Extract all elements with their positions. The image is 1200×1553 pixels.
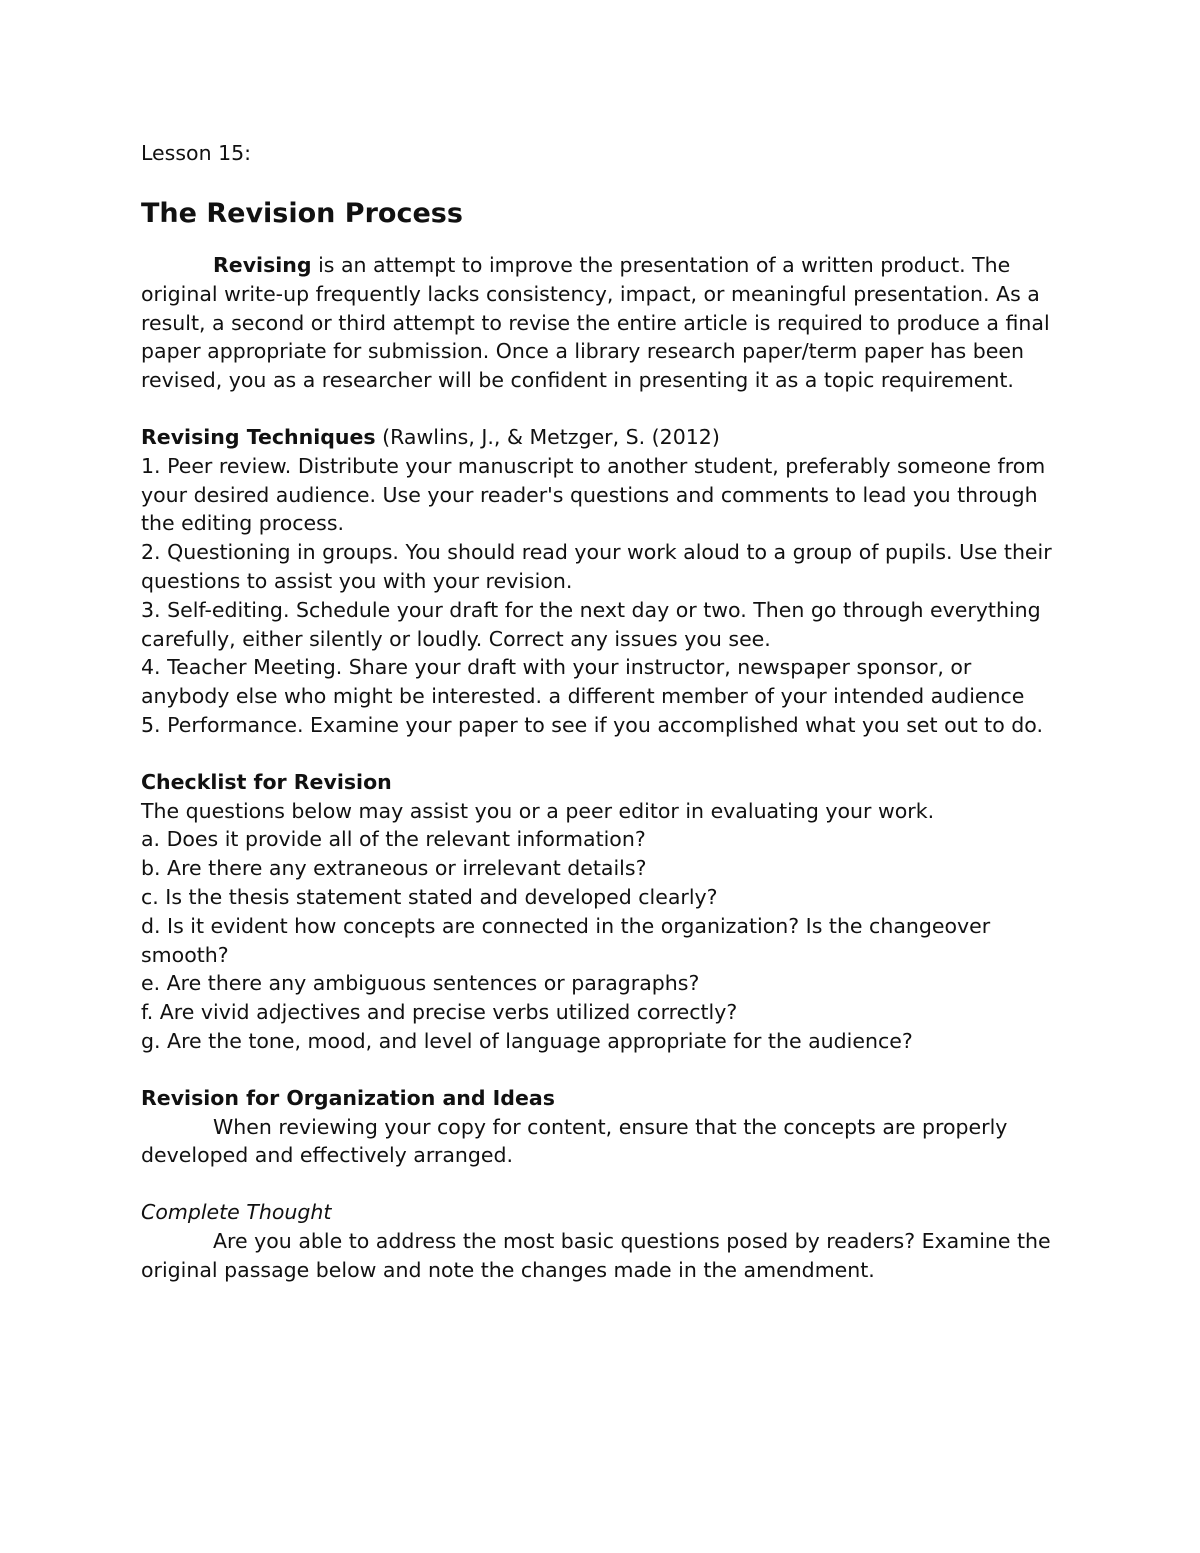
complete-thought-heading: Complete Thought: [141, 1200, 332, 1225]
organization-section: [141, 1084, 1061, 1170]
list-item: 1. Peer review. Distribute your manuscript to another student, preferably someone from your desired audience. Use your reader's questions and comments to lead you through the editing process.: [141, 453, 1046, 536]
lesson-label: Lesson 15:: [141, 141, 252, 165]
intro-term: Revising: [213, 253, 312, 277]
intro-text: is an attempt to improve the presentation of a written product. The original write-up frequently lacks consistency, impact, or meaningful presentation. As a result, a second or third attempt to revise the entire article is required to produce a final paper appropriate for submission. Once a library research paper/term paper has been revised, you as a researcher will be confident in presenting it as a topic requirement.: [141, 253, 1050, 393]
techniques-list: [141, 452, 1061, 740]
list-item: 3. Self-editing. Schedule your draft for the next day or two. Then go through everything carefully, either silently or loudly. Correct any issues you see.: [141, 597, 1041, 651]
list-item: a. Does it provide all of the relevant information?: [141, 827, 646, 852]
organization-heading: Revision for Organization and Ideas: [141, 1085, 555, 1110]
page-title: The Revision Process: [141, 198, 463, 229]
list-item: g. Are the tone, mood, and level of language appropriate for the audience?: [141, 1028, 913, 1053]
document-page: [141, 138, 1061, 1285]
list-item: f. Are vivid adjectives and precise verbs utilized correctly?: [141, 1000, 738, 1025]
techniques-heading-line: [141, 423, 1061, 452]
intro-paragraph: [141, 251, 1061, 395]
list-item: 5. Performance. Examine your paper to see if you accomplished what you set out to do.: [141, 712, 1043, 737]
checklist-intro: The questions below may assist you or a peer editor in evaluating your work.: [141, 798, 935, 823]
list-item: b. Are there any extraneous or irrelevant details?: [141, 856, 647, 881]
list-item: c. Is the thesis statement stated and developed clearly?: [141, 884, 718, 909]
checklist-section: [141, 768, 1061, 1056]
list-item: d. Is it evident how concepts are connected in the organization? Is the changeover smooth?: [141, 913, 991, 967]
complete-thought-section: [141, 1198, 1061, 1284]
techniques-section: [141, 423, 1061, 740]
list-item: 2. Questioning in groups. You should read your work aloud to a group of pupils. Use their questions to assist you with your revision.: [141, 540, 1052, 593]
techniques-citation: (Rawlins, J., & Metzger, S. (2012): [375, 424, 720, 449]
list-item: e. Are there any ambiguous sentences or paragraphs?: [141, 971, 700, 996]
techniques-heading: Revising Techniques: [141, 424, 376, 449]
checklist-heading: Checklist for Revision: [141, 769, 392, 794]
organization-text: When reviewing your copy for content, ensure that the concepts are properly developed and effectively arranged.: [141, 1114, 1008, 1168]
checklist-list: [141, 825, 1061, 1055]
complete-thought-text: Are you able to address the most basic questions posed by readers? Examine the original passage below and note the changes made in the amendment.: [141, 1228, 1051, 1282]
list-item: 4. Teacher Meeting. Share your draft with your instructor, newspaper sponsor, or anybody else who might be interested. a different member of your intended audience: [141, 655, 1025, 709]
